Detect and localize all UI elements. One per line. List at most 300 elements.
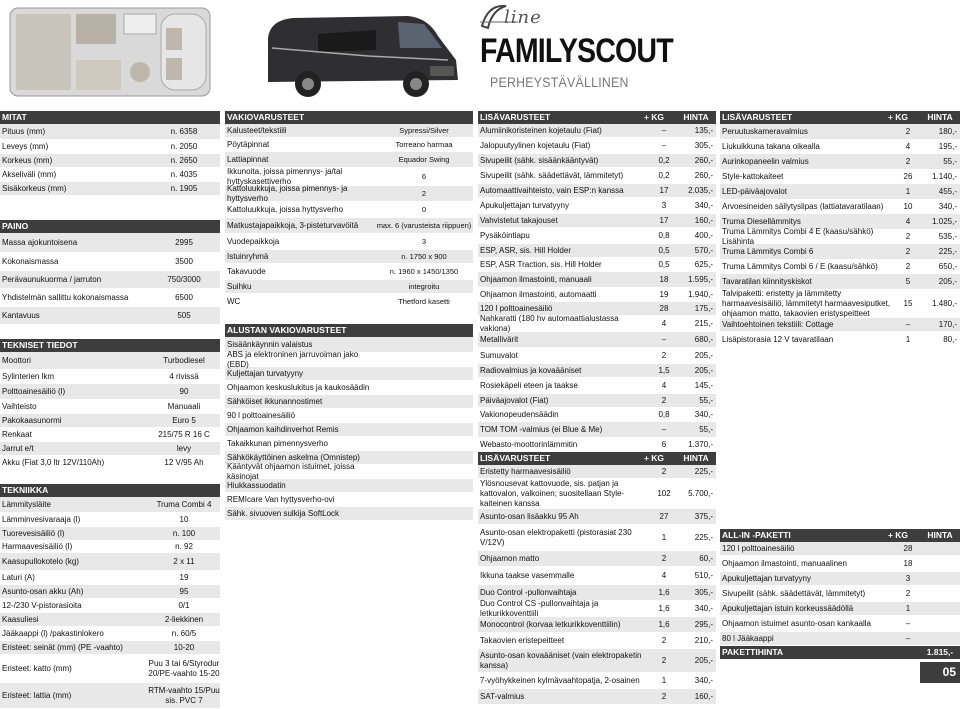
row-weight: 0,5 bbox=[658, 259, 670, 269]
row-label: Kääntyvät ohjaamon istuimet, joissa käsinojat bbox=[227, 461, 355, 481]
table-row bbox=[720, 332, 960, 348]
row-label: Eristeet: lattia (mm) bbox=[2, 690, 72, 700]
row-price: 510,- bbox=[694, 570, 713, 580]
row-label: Kattoluukkuja, joissa pimennys- ja hyttysverho bbox=[227, 183, 348, 203]
row-weight: – bbox=[661, 424, 667, 434]
row-weight: 4 bbox=[661, 570, 667, 580]
row-weight: 2 bbox=[905, 261, 911, 271]
table-row bbox=[720, 602, 960, 616]
row-weight: 19 bbox=[659, 289, 669, 299]
row-label: Aurinkopaneelin valmius bbox=[722, 156, 809, 166]
table-row bbox=[720, 260, 960, 274]
table-row bbox=[478, 617, 716, 633]
row-weight: 2 bbox=[905, 126, 911, 136]
row-label: Sivupeilit (sähk. sisäänkääntyvät) bbox=[480, 155, 599, 165]
row-label: Automaattivaihteisto, vain ESP:n kanssa bbox=[480, 185, 624, 195]
table-row bbox=[720, 244, 960, 260]
table-row bbox=[478, 438, 716, 452]
row-weight: 2 bbox=[661, 635, 667, 645]
row-label: Pakokaasunormi bbox=[2, 415, 62, 425]
row-label: Akku (Fiat 3,0 ltr 12V/110Ah) bbox=[2, 457, 105, 467]
row-price: 60,- bbox=[699, 553, 713, 563]
row-label: Alumiinikoristeinen kojetaulu (Fiat) bbox=[480, 125, 602, 135]
row-value: Thetford kasetti bbox=[398, 296, 450, 306]
row-value: n. 1905 bbox=[170, 183, 198, 193]
row-label: Metallivärit bbox=[480, 334, 519, 344]
row-weight: – bbox=[661, 140, 667, 150]
section-header bbox=[0, 484, 220, 497]
section-header bbox=[720, 529, 960, 542]
row-label: Perävaunukuorma / jarruton bbox=[2, 274, 102, 284]
brand-logo-text: line bbox=[504, 7, 542, 28]
section-header bbox=[0, 111, 220, 124]
row-price: 225,- bbox=[694, 532, 713, 542]
section-header bbox=[225, 111, 473, 124]
row-label: Kalusteet/tekstiili bbox=[227, 125, 287, 135]
row-value: 505 bbox=[177, 310, 191, 320]
table-row bbox=[225, 395, 473, 409]
table-row bbox=[0, 627, 220, 641]
row-weight: 1 bbox=[905, 603, 911, 613]
row-price: 260,- bbox=[694, 170, 713, 180]
row-weight: 18 bbox=[659, 274, 669, 284]
row-weight: 3 bbox=[905, 573, 911, 583]
table-row bbox=[478, 422, 716, 438]
table-row bbox=[478, 465, 716, 479]
row-price: 1.940,- bbox=[688, 289, 713, 299]
row-value: Equador Swing bbox=[398, 154, 450, 164]
row-label: Vahvistetut takajouset bbox=[480, 215, 558, 225]
table-row bbox=[478, 649, 716, 673]
row-label: Takaikkunan pimennysverho bbox=[227, 438, 328, 448]
table-row bbox=[720, 184, 960, 200]
table-row bbox=[478, 138, 716, 154]
row-label: Sähkökäyttöinen askelma (Omnistep) bbox=[227, 452, 360, 462]
table-row bbox=[225, 234, 473, 250]
table-row bbox=[478, 551, 716, 567]
row-weight: 10 bbox=[903, 201, 913, 211]
row-label: Sähköiset ikkunannostimet bbox=[227, 396, 323, 406]
table-row bbox=[0, 307, 220, 325]
table-row bbox=[478, 479, 716, 509]
row-price: 205,- bbox=[694, 655, 713, 665]
table-row bbox=[478, 258, 716, 272]
row-label: Matkustajapaikkoja, 3-pisteturvavöitä bbox=[227, 220, 359, 230]
table-row bbox=[225, 479, 473, 493]
row-weight: 1 bbox=[905, 334, 911, 344]
row-value: 10-20 bbox=[173, 642, 195, 652]
row-weight: – bbox=[905, 633, 911, 643]
row-label: Ikkunoita, joissa pimennys- ja/tai hyttyskasettiverho bbox=[227, 166, 343, 186]
table-row bbox=[225, 423, 473, 437]
table-row bbox=[0, 442, 220, 456]
table-row bbox=[478, 272, 716, 288]
table-row bbox=[478, 154, 716, 168]
package-price-value: 1.815,- bbox=[926, 647, 954, 657]
row-value: 2 x 11 bbox=[173, 556, 195, 566]
row-value: levy bbox=[176, 443, 192, 453]
row-price: 55,- bbox=[699, 424, 713, 434]
row-label: Jääkaappi (l) /pakastinlokero bbox=[2, 628, 104, 638]
section-title: ALUSTAN VAKIOVARUSTEET bbox=[227, 325, 347, 335]
row-label: Vakionopeudensäädin bbox=[480, 409, 559, 419]
row-price: 2.035,- bbox=[688, 185, 713, 195]
row-label: Monocontrol (korvaa letkurikkoventtiilin) bbox=[480, 619, 621, 629]
row-value: n. 60/5 bbox=[171, 628, 197, 638]
row-value: Euro 5 bbox=[172, 415, 196, 425]
table-row bbox=[720, 616, 960, 632]
column-header-kg: + KG bbox=[887, 112, 909, 122]
row-weight: 0,8 bbox=[658, 409, 670, 419]
row-weight: 2 bbox=[661, 466, 667, 476]
row-weight: 2 bbox=[661, 691, 667, 701]
row-weight: 2 bbox=[905, 588, 911, 598]
section-header bbox=[0, 220, 220, 233]
row-label: 80 l Jääkaappi bbox=[722, 633, 774, 643]
row-price: 215,- bbox=[694, 318, 713, 328]
row-weight: 2 bbox=[661, 655, 667, 665]
table-row bbox=[0, 384, 220, 400]
row-label: Nahkaratti (180 hv automaattialustassa vakiona) bbox=[480, 313, 619, 333]
row-label: 120 l polttoainesäiliö bbox=[480, 303, 553, 313]
van-image bbox=[248, 8, 464, 103]
column-header-kg: + KG bbox=[643, 112, 665, 122]
row-label: Jarrut e/t bbox=[2, 443, 34, 453]
row-label: Talvipaketti: eristetty ja lämmitetty harmaavesisäiliö, lämmitetyt harmaavesiputket, ohjaamon matto, takaovien eristyspeitteet bbox=[722, 288, 891, 318]
row-label: Ohjaamon matto bbox=[480, 553, 540, 563]
row-value: max. 6 (varusteista riippuen) bbox=[376, 220, 472, 230]
row-label: Ohjaamon ilmastointi, automaatti bbox=[480, 289, 597, 299]
row-label: Lisäpistorasia 12 V tavaratilaan bbox=[722, 334, 834, 344]
table-row bbox=[0, 352, 220, 370]
row-price: 625,- bbox=[694, 259, 713, 269]
row-value: n. 4035 bbox=[170, 169, 198, 179]
row-weight: – bbox=[661, 334, 667, 344]
row-price: 210,- bbox=[694, 635, 713, 645]
table-row bbox=[478, 394, 716, 408]
row-value: 90 bbox=[179, 386, 189, 396]
row-label: Polttoainesäiliö (l) bbox=[2, 386, 66, 396]
table-row bbox=[0, 571, 220, 585]
table-row bbox=[720, 124, 960, 140]
table-row bbox=[720, 556, 960, 572]
table-row bbox=[225, 381, 473, 395]
section-title: LISÄVARUSTEET bbox=[480, 112, 551, 122]
row-label: SAT-valmius bbox=[480, 691, 525, 701]
section-gap bbox=[720, 348, 960, 529]
table-row bbox=[478, 332, 716, 348]
row-label: Akseliväli (mm) bbox=[2, 169, 57, 179]
row-label: Sivupeilit (sähk. säädettävät, lämmitetyt) bbox=[480, 170, 624, 180]
table-row bbox=[478, 228, 716, 244]
row-price: 160,- bbox=[694, 215, 713, 225]
table-row bbox=[225, 507, 473, 521]
row-price: 160,- bbox=[694, 691, 713, 701]
row-weight: 2 bbox=[661, 395, 667, 405]
row-price: 225,- bbox=[938, 246, 957, 256]
row-price: 225,- bbox=[694, 466, 713, 476]
row-value: Truma Combi 4 bbox=[156, 499, 212, 509]
table-row bbox=[478, 378, 716, 394]
row-label: Pituus (mm) bbox=[2, 126, 46, 136]
row-value: n. 1750 x 900 bbox=[401, 251, 447, 261]
table-row bbox=[478, 184, 716, 198]
row-price: 375,- bbox=[694, 511, 713, 521]
table-row bbox=[478, 567, 716, 585]
table-row bbox=[0, 400, 220, 414]
row-label: Lämminvesivaraaja (l) bbox=[2, 514, 81, 524]
row-value: Turbodiesel bbox=[163, 355, 205, 365]
table-row bbox=[0, 154, 220, 168]
row-price: 295,- bbox=[694, 619, 713, 629]
row-value: 4 rivissä bbox=[169, 371, 199, 381]
row-value: RTM-vaahto 15/Puu sis. PVC 7 bbox=[148, 685, 220, 705]
row-label: ABS ja elektroninen jarruvoiman jako (EBD) bbox=[227, 349, 359, 369]
table-row bbox=[0, 527, 220, 541]
row-label: Lämmitysläite bbox=[2, 499, 51, 509]
row-value: n. 2650 bbox=[170, 155, 198, 165]
table-row bbox=[0, 428, 220, 442]
section-header bbox=[225, 324, 473, 337]
row-price: 135,- bbox=[694, 125, 713, 135]
table-row bbox=[720, 154, 960, 170]
row-label: Ylösnousevat kattovuode, sis. patjan ja kattovalon, valkoinen; suositellaan Style-kaiteinen kanssa bbox=[480, 478, 625, 508]
row-price: 170,- bbox=[938, 319, 957, 329]
row-weight: 6 bbox=[661, 439, 667, 449]
page-title: FAMILYSCOUT bbox=[480, 32, 673, 70]
section-gap bbox=[225, 310, 473, 324]
table-row bbox=[478, 244, 716, 258]
row-label: Jalopuutyylinen kojetaulu (Fiat) bbox=[480, 140, 591, 150]
table-row bbox=[225, 294, 473, 310]
section-header bbox=[0, 339, 220, 352]
row-weight: 2 bbox=[905, 156, 911, 166]
row-value: n. 1960 x 1450/1350 bbox=[389, 266, 459, 276]
table-row bbox=[225, 367, 473, 381]
row-label: Asunto-osan akku (Ah) bbox=[2, 586, 84, 596]
row-label: Renkaat bbox=[2, 429, 32, 439]
section-title: LISÄVARUSTEET bbox=[722, 112, 793, 122]
row-weight: 4 bbox=[661, 318, 667, 328]
row-weight: 0,2 bbox=[658, 170, 670, 180]
row-label: Yhdistelmän sallittu kokonaismassa bbox=[2, 292, 129, 302]
section-gap bbox=[0, 325, 220, 339]
row-label: Pysäköintiapu bbox=[480, 230, 530, 240]
row-value: 750/3000 bbox=[167, 274, 201, 284]
row-value: n. 92 bbox=[175, 541, 193, 551]
row-value: Puu 3 tai 6/Styrodur 20/PE-vaahto 15-20 bbox=[148, 658, 220, 678]
row-weight: 28 bbox=[659, 303, 669, 313]
section-header bbox=[478, 111, 716, 124]
row-value: 6 bbox=[421, 171, 427, 181]
table-row bbox=[720, 318, 960, 332]
row-label: 7-vyöhykkeinen kylmävaahtopatja, 2-osainen bbox=[480, 675, 640, 685]
row-weight: 1,6 bbox=[658, 603, 670, 613]
table-row bbox=[0, 683, 220, 709]
row-value: n. 100 bbox=[172, 528, 196, 538]
table-row bbox=[478, 348, 716, 364]
table-row bbox=[478, 633, 716, 649]
row-price: 195,- bbox=[938, 141, 957, 151]
section-gap bbox=[0, 470, 220, 484]
row-value: n. 2050 bbox=[170, 141, 198, 151]
row-price: 205,- bbox=[694, 365, 713, 375]
table-row bbox=[0, 233, 220, 253]
table-row bbox=[225, 264, 473, 280]
row-price: 340,- bbox=[694, 409, 713, 419]
row-label: Tavaratilan kiinnityskiskot bbox=[722, 276, 812, 286]
row-label: ESP, ASR Traction, sis. Hill Holder bbox=[480, 259, 602, 269]
table-row bbox=[478, 198, 716, 214]
row-label: Truma Lämmitys Combi 4 E (kaasu/sähkö) Lisähinta bbox=[722, 226, 874, 246]
table-row bbox=[0, 182, 220, 196]
row-price: 340,- bbox=[938, 201, 957, 211]
row-weight: 26 bbox=[903, 171, 913, 181]
section-title: VAKIOVARUSTEET bbox=[227, 112, 305, 122]
table-row bbox=[0, 497, 220, 513]
row-label: Truma Diesellämmitys bbox=[722, 216, 801, 226]
row-weight: 17 bbox=[659, 185, 669, 195]
section-title: TEKNIIKKA bbox=[2, 485, 49, 495]
column-header-price: HINTA bbox=[683, 453, 709, 463]
row-value: 215/75 R 16 C bbox=[158, 429, 210, 439]
table-row bbox=[720, 170, 960, 184]
header bbox=[0, 0, 960, 108]
row-label: Sivupeilit (sähk. säädettävät, lämmitetyt) bbox=[722, 588, 866, 598]
row-weight: 5 bbox=[905, 276, 911, 286]
table-row bbox=[0, 414, 220, 428]
row-label: Vaihteisto bbox=[2, 401, 37, 411]
row-label: Ikkuna taakse vasemmalle bbox=[480, 570, 575, 580]
table-row bbox=[0, 599, 220, 613]
table-row bbox=[225, 409, 473, 423]
row-label: Liukuikkuna takana oikealla bbox=[722, 141, 820, 151]
row-label: Ohjaamon ilmastointi, manuaali bbox=[480, 274, 592, 284]
row-price: 145,- bbox=[694, 380, 713, 390]
table-row bbox=[0, 370, 220, 384]
page-subtitle: PERHEYSTÄVÄLLINEN bbox=[490, 74, 629, 90]
column-header-price: HINTA bbox=[927, 530, 953, 540]
row-label: Laturi (A) bbox=[2, 572, 35, 582]
row-label: Sumuvalot bbox=[480, 350, 518, 360]
row-label: Kaasupullokotelo (kg) bbox=[2, 556, 79, 566]
row-label: Style-kattokaiteet bbox=[722, 171, 784, 181]
table-row bbox=[478, 598, 716, 618]
row-value: Torreano harmaa bbox=[395, 139, 453, 149]
row-label: Eristeet: seinät (mm) (PE -vaahto) bbox=[2, 642, 123, 652]
row-price: 80,- bbox=[943, 334, 957, 344]
row-value: integroitu bbox=[408, 281, 440, 291]
row-weight: 2 bbox=[661, 553, 667, 563]
row-label: Kokonaismassa bbox=[2, 256, 59, 266]
row-label: Kaasuliesi bbox=[2, 614, 39, 624]
table-row bbox=[0, 253, 220, 271]
row-label: Harmaavesisäiliö (l) bbox=[2, 541, 73, 551]
row-label: Duo Control CS -pullonvaihtaja ja letkurikkoventtiili bbox=[480, 598, 599, 618]
row-label: Massa ajokuntoisena bbox=[2, 237, 78, 247]
row-weight: – bbox=[661, 125, 667, 135]
row-label: Istuinryhmä bbox=[227, 251, 269, 261]
table-row bbox=[478, 168, 716, 184]
row-label: LED-päiväajovalot bbox=[722, 186, 787, 196]
row-value: 95 bbox=[179, 586, 189, 596]
row-value: 19 bbox=[179, 572, 189, 582]
row-value: 6500 bbox=[175, 292, 193, 302]
row-price: 650,- bbox=[938, 261, 957, 271]
column-optional-equipment-2 bbox=[720, 111, 960, 659]
row-label: REMIcare Van hyttysverho-ovi bbox=[227, 494, 335, 504]
table-row bbox=[0, 585, 220, 599]
table-row bbox=[478, 214, 716, 228]
table-row bbox=[478, 124, 716, 138]
section-title: MITAT bbox=[2, 112, 27, 122]
table-row bbox=[720, 140, 960, 154]
row-price: 400,- bbox=[694, 230, 713, 240]
row-label: Korkeus (mm) bbox=[2, 155, 53, 165]
row-price: 340,- bbox=[694, 675, 713, 685]
table-row bbox=[225, 138, 473, 152]
row-weight: 2 bbox=[905, 246, 911, 256]
row-label: Vuodepaikkoja bbox=[227, 236, 280, 246]
row-weight: 15 bbox=[903, 298, 913, 308]
table-row bbox=[225, 183, 473, 203]
row-label: Kantavuus bbox=[2, 310, 40, 320]
table-row bbox=[0, 553, 220, 571]
row-price: 205,- bbox=[694, 350, 713, 360]
row-weight: 0,2 bbox=[658, 155, 670, 165]
section-gap bbox=[0, 196, 220, 220]
column-standard-equipment bbox=[225, 111, 473, 521]
row-label: Päiväajovalot (Fiat) bbox=[480, 395, 549, 405]
table-row bbox=[478, 525, 716, 551]
table-row bbox=[225, 437, 473, 451]
table-row bbox=[720, 572, 960, 586]
row-value: Sypressi/Silver bbox=[399, 125, 449, 135]
row-label: Apukuljettajan turvatyyny bbox=[722, 573, 811, 583]
row-label: Ohjaamon kaihdinverhot Remis bbox=[227, 424, 339, 434]
row-label: Sisäkorkeus (mm) bbox=[2, 183, 67, 193]
row-weight: 1 bbox=[661, 532, 667, 542]
row-weight: 2 bbox=[905, 231, 911, 241]
table-row bbox=[225, 493, 473, 507]
column-header-price: HINTA bbox=[683, 112, 709, 122]
table-row bbox=[0, 513, 220, 527]
row-price: 455,- bbox=[938, 186, 957, 196]
table-row bbox=[0, 124, 220, 140]
table-row bbox=[720, 586, 960, 602]
table-row bbox=[0, 641, 220, 655]
row-price: 1.140,- bbox=[932, 171, 957, 181]
table-row bbox=[0, 541, 220, 553]
row-label: Eristetty harmaavesisäiliö bbox=[480, 466, 571, 476]
column-optional-equipment bbox=[478, 111, 716, 705]
row-weight: 102 bbox=[657, 488, 671, 498]
row-value: 10 bbox=[179, 514, 189, 524]
row-label: Webasto-moottorinlämmitin bbox=[480, 439, 578, 449]
section-title: ALL-IN -PAKETTI bbox=[722, 530, 791, 540]
table-row bbox=[478, 288, 716, 302]
row-label: Asunto-osan lisäakku 95 Ah bbox=[480, 511, 579, 521]
table-row bbox=[478, 364, 716, 378]
row-label: Truma Lämmitys Combi 6 / E (kaasu/sähkö) bbox=[722, 261, 878, 271]
row-price: 205,- bbox=[938, 276, 957, 286]
row-weight: 0,5 bbox=[658, 245, 670, 255]
row-label: Kattoluukkuja, joissa hyttysverho bbox=[227, 204, 344, 214]
row-weight: 18 bbox=[903, 558, 913, 568]
table-row bbox=[0, 140, 220, 154]
table-row bbox=[225, 202, 473, 218]
row-value: 2-liekkinen bbox=[164, 614, 204, 624]
